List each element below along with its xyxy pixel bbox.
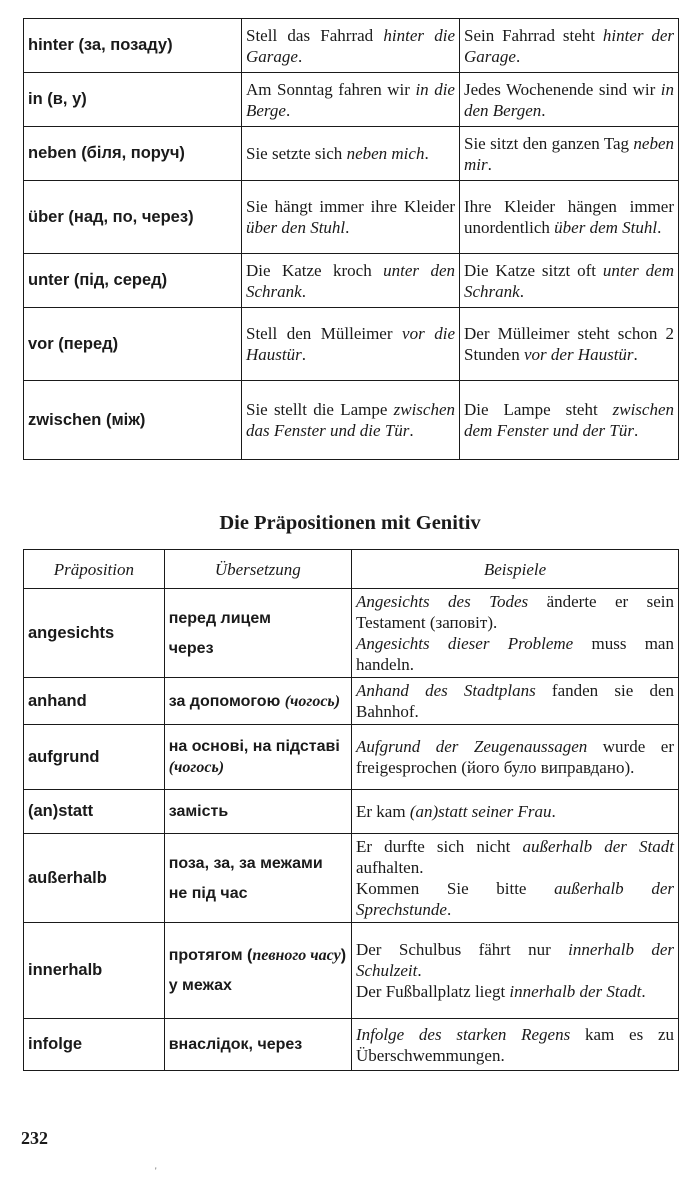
plain-text: fanden sie den Bahnhof. <box>355 681 674 721</box>
italic-text: Aufgrund der Zeugenaussagen <box>355 737 588 756</box>
preposition-row <box>24 181 679 254</box>
preposition-word: hinter <box>28 36 74 54</box>
genitiv-examples <box>351 923 678 1019</box>
translation-line <box>169 1034 347 1055</box>
italic-text: Angesichts des Todes <box>355 592 529 611</box>
genitiv-preposition: infolge <box>24 1019 165 1071</box>
plain-text: muss man handeln. <box>355 634 674 674</box>
italic-text: zwischen das Fenster und die Tür <box>246 400 455 440</box>
translation-text: на основі, на підставі <box>168 738 340 755</box>
example-dative <box>460 127 679 181</box>
italic-text: (an)statt seiner Frau <box>409 802 552 821</box>
preposition-translation: (під, серед) <box>73 271 168 289</box>
italic-text: Infolge des starken Regens <box>355 1024 571 1044</box>
plain-text: Die Lampe steht <box>464 400 613 419</box>
translation-note: (чогось) <box>168 759 225 776</box>
genitiv-examples <box>351 834 678 923</box>
translation-text: через <box>168 639 214 657</box>
plain-text: . <box>641 982 646 1001</box>
line-gap <box>169 874 347 883</box>
italic-text: außerhalb der Stadt <box>522 837 675 856</box>
italic-text: vor der Haustür <box>523 345 634 364</box>
example-accusative <box>242 308 460 381</box>
translation-line <box>169 945 347 966</box>
example-dative <box>460 181 679 254</box>
genitiv-row <box>24 834 679 923</box>
preposition-word: über <box>28 207 64 226</box>
italic-text: neben mich <box>346 144 425 163</box>
example-sentence <box>356 801 674 822</box>
preposition-translation: (між) <box>105 410 146 429</box>
example-dative <box>460 19 679 73</box>
plain-text: Ihre Kleider hängen immer unordentlich <box>464 197 674 237</box>
preposition-cell <box>24 308 242 381</box>
translation-text: у межах <box>168 977 232 994</box>
preposition-row <box>24 381 679 460</box>
example-sentence <box>356 633 674 675</box>
example-sentence <box>356 736 674 778</box>
genitiv-translation <box>164 589 351 678</box>
header-beispiele: Beispiele <box>351 550 678 589</box>
plain-text: Die Katze sitzt oft <box>464 260 603 280</box>
plain-text: . <box>297 46 303 66</box>
preposition-cell <box>24 181 242 254</box>
example-dative <box>460 254 679 308</box>
translation-line <box>169 801 347 822</box>
plain-text: Die Katze kroch <box>246 260 384 280</box>
plain-text: . <box>446 900 452 919</box>
genitiv-examples <box>351 589 678 678</box>
italic-text: zwischen dem Fenster und der Tür <box>464 400 674 440</box>
italic-text: innerhalb der Stadt <box>509 982 642 1001</box>
italic-text: neben mir <box>464 133 674 174</box>
example-sentence <box>356 836 674 878</box>
translation-line <box>169 853 347 874</box>
translation-line <box>169 638 347 659</box>
plain-text: änderte er sein Testament (заповіт). <box>355 592 674 632</box>
plain-text: . <box>301 281 306 301</box>
plain-text: Er kam <box>355 802 410 821</box>
plain-text: Am Sonntag fahren wir <box>246 79 416 99</box>
dative-accusative-table-body <box>24 19 679 460</box>
plain-text: . <box>424 144 429 163</box>
translation-text: замість <box>168 803 229 820</box>
plain-text: Sie setzte sich <box>246 144 347 163</box>
plain-text: Sie hängt immer ihre Kleider <box>246 197 455 216</box>
plain-text: . <box>515 46 521 66</box>
plain-text: Der Fußballplatz liegt <box>355 982 510 1001</box>
example-accusative <box>242 73 460 127</box>
italic-text: über dem Stuhl <box>554 218 658 237</box>
translation-text: поза, за, за межами <box>168 854 323 872</box>
genitiv-header-row <box>24 550 679 589</box>
preposition-row <box>24 308 679 381</box>
genitiv-row <box>24 678 679 725</box>
example-accusative <box>242 19 460 73</box>
preposition-cell <box>24 254 242 308</box>
example-accusative <box>242 254 460 308</box>
genitiv-translation <box>164 1019 351 1071</box>
print-speck: ' <box>155 1166 157 1176</box>
genitiv-translation <box>164 678 351 725</box>
plain-text: . <box>409 421 414 440</box>
translation-text: протягом ( <box>168 947 253 964</box>
example-accusative <box>242 181 460 254</box>
genitiv-translation <box>164 923 351 1019</box>
translation-note: (чогось) <box>284 692 341 710</box>
italic-text: hinter die Garage <box>246 25 455 66</box>
plain-text: Jedes Wochenende sind wir <box>464 79 661 99</box>
italic-text: unter dem Schrank <box>464 260 674 301</box>
translation-note: певного часу <box>252 947 341 964</box>
preposition-cell <box>24 73 242 127</box>
header-uebersetzung: Übersetzung <box>164 550 351 589</box>
example-dative <box>460 73 679 127</box>
preposition-word: unter <box>28 271 70 289</box>
genitiv-section-title: Die Präpositionen mit Genitiv <box>219 512 481 534</box>
translation-line <box>169 691 347 712</box>
translation-text: внаслідок, через <box>168 1036 303 1053</box>
plain-text: . <box>551 802 556 821</box>
plain-text: Sein Fahrrad steht <box>464 25 603 45</box>
genitiv-table <box>23 549 679 1071</box>
translation-line <box>169 736 347 778</box>
preposition-translation: (біля, поруч) <box>81 144 185 162</box>
genitiv-row <box>24 1019 679 1071</box>
plain-text: . <box>345 218 350 237</box>
example-sentence <box>356 680 674 722</box>
italic-text: über den Stuhl <box>246 218 346 237</box>
preposition-translation: (в, у) <box>47 90 87 108</box>
translation-line <box>169 975 347 996</box>
genitiv-translation <box>164 725 351 790</box>
genitiv-row <box>24 790 679 834</box>
preposition-translation: (перед) <box>58 334 119 353</box>
genitiv-examples <box>351 790 678 834</box>
translation-text: за допомогою <box>168 692 285 710</box>
line-gap <box>169 966 347 975</box>
preposition-word: zwischen <box>28 410 102 429</box>
translation-text: перед лицем <box>168 609 271 627</box>
preposition-cell <box>24 19 242 73</box>
plain-text: kam es zu Überschwemmungen. <box>355 1024 674 1065</box>
example-sentence <box>356 981 674 1002</box>
plain-text: Sie sitzt den ganzen Tag <box>464 133 634 153</box>
plain-text: Sie stellt die Lampe <box>246 400 394 419</box>
plain-text: . <box>633 345 638 364</box>
italic-text: Anhand des Stadtplans <box>355 681 536 700</box>
genitiv-examples <box>351 725 678 790</box>
preposition-word: neben <box>28 144 77 162</box>
preposition-row <box>24 127 679 181</box>
preposition-word: vor <box>28 334 54 353</box>
genitiv-translation <box>164 790 351 834</box>
page-number: 232 <box>21 1128 48 1148</box>
plain-text: Kommen Sie bitte <box>355 879 555 898</box>
genitiv-preposition: (an)statt <box>24 790 165 834</box>
plain-text: . <box>657 218 662 237</box>
translation-line <box>169 883 347 904</box>
plain-text: . <box>285 100 291 120</box>
plain-text: Der Mülleimer steht schon 2 Stunden <box>464 324 674 364</box>
preposition-row <box>24 254 679 308</box>
preposition-row <box>24 19 679 73</box>
plain-text: aufhalten. <box>355 858 424 877</box>
plain-text: Stell den Mülleimer <box>246 324 403 343</box>
italic-text: in die Berge <box>246 79 455 120</box>
plain-text: . <box>541 100 546 120</box>
dative-accusative-table <box>23 18 679 460</box>
example-sentence <box>356 939 674 981</box>
genitiv-translation <box>164 834 351 923</box>
example-dative <box>460 381 679 460</box>
plain-text: . <box>519 281 524 301</box>
example-accusative <box>242 381 460 460</box>
genitiv-preposition: außerhalb <box>24 834 165 923</box>
preposition-word: in <box>28 90 43 108</box>
preposition-cell <box>24 381 242 460</box>
plain-text: . <box>417 961 422 980</box>
plain-text: Der Schulbus fährt nur <box>355 940 569 959</box>
plain-text: Er durfte sich nicht <box>355 837 523 856</box>
genitiv-preposition: aufgrund <box>24 725 165 790</box>
translation-text: не під час <box>168 884 248 902</box>
preposition-translation: (над, по, через) <box>68 207 194 226</box>
translation-text: ) <box>340 947 347 964</box>
italic-text: außerhalb der Sprechstunde <box>355 879 674 919</box>
plain-text: . <box>301 345 306 364</box>
example-sentence <box>356 591 674 633</box>
italic-text: vor die Haustür <box>246 324 455 364</box>
genitiv-preposition: anhand <box>24 678 165 725</box>
example-sentence <box>356 878 674 920</box>
genitiv-row <box>24 589 679 678</box>
example-dative <box>460 308 679 381</box>
genitiv-row <box>24 923 679 1019</box>
plain-text: wurde er freigesprochen (його було виправдано). <box>355 737 674 777</box>
genitiv-examples <box>351 678 678 725</box>
italic-text: Angesichts dieser Probleme <box>355 634 574 653</box>
preposition-row <box>24 73 679 127</box>
translation-line <box>169 608 347 629</box>
genitiv-preposition: innerhalb <box>24 923 165 1019</box>
italic-text: unter den Schrank <box>246 260 456 301</box>
plain-text: . <box>633 421 639 440</box>
italic-text: hinter der Garage <box>464 25 674 66</box>
genitiv-preposition: angesichts <box>24 589 165 678</box>
line-gap <box>169 629 347 638</box>
example-accusative <box>242 127 460 181</box>
header-praeposition: Präposition <box>24 550 165 589</box>
genitiv-table-body <box>24 589 679 1071</box>
plain-text: Stell das Fahrrad <box>246 25 384 45</box>
preposition-cell <box>24 127 242 181</box>
genitiv-examples <box>351 1019 678 1071</box>
italic-text: innerhalb der Schulzeit <box>355 940 674 980</box>
preposition-translation: (за, позаду) <box>78 36 173 54</box>
italic-text: in den Bergen <box>464 79 674 120</box>
example-sentence <box>356 1024 674 1066</box>
plain-text: . <box>487 154 492 174</box>
genitiv-row <box>24 725 679 790</box>
